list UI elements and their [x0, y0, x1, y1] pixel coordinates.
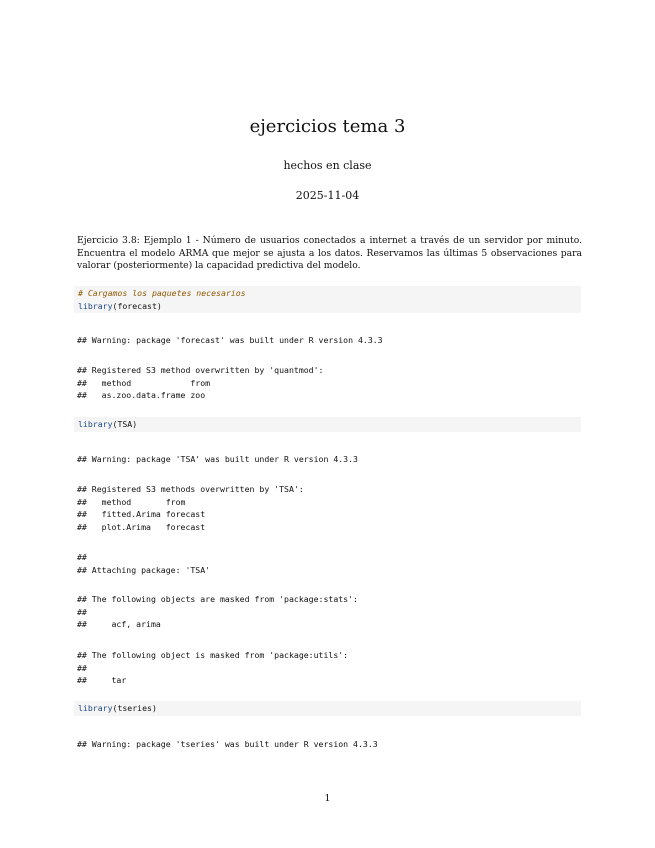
code-argument: (tseries)	[112, 703, 157, 713]
output-block-6: ## The following objects are masked from 'package:stats': ## ## acf, arima	[77, 594, 358, 629]
document-title: ejercicios tema 3	[249, 116, 406, 137]
output-block-7: ## The following object is masked from 'package:utils': ## ## tar	[77, 650, 349, 685]
code-chunk-2	[74, 417, 581, 432]
document-date: 2025-11-04	[295, 189, 360, 202]
code-chunk-3	[74, 701, 581, 716]
code-argument: (forecast)	[112, 300, 162, 311]
code-function: library	[78, 703, 113, 713]
exercise-paragraph: Ejercicio 3.8: Ejemplo 1 - Número de usuarios conectados a internet a través de un servidor por minuto. Encuentra el modelo ARMA que mejor se ajusta a los datos. Reservamos las últimas 5 observaciones para valorar (posteriormente) la capacidad predictiva del modelo.	[77, 235, 582, 272]
page-number: 1	[324, 793, 331, 804]
code-function: library	[78, 419, 113, 429]
output-block-4: ## Registered S3 methods overwritten by 'TSA': ## method from ## fitted.Arima forecast ## plot.Arima forecast	[77, 484, 304, 532]
code-argument: (TSA)	[112, 419, 138, 429]
output-block-5: ## ## Attaching package: 'TSA'	[77, 552, 211, 575]
output-block-8: ## Warning: package 'tseries' was built under R version 4.3.3	[77, 739, 378, 749]
output-block-3: ## Warning: package 'TSA' was built under R version 4.3.3	[77, 454, 358, 464]
code-function: library	[78, 300, 113, 311]
output-block-2: ## Registered S3 method overwritten by 'quantmod': ## method from ## as.zoo.data.frame zoo	[77, 365, 324, 400]
code-comment: # Cargamos los paquetes necesarios	[78, 288, 246, 298]
code-chunk-1	[74, 286, 581, 313]
output-block-1: ## Warning: package 'forecast' was built under R version 4.3.3	[77, 335, 383, 345]
document-subtitle: hechos en clase	[283, 159, 372, 172]
